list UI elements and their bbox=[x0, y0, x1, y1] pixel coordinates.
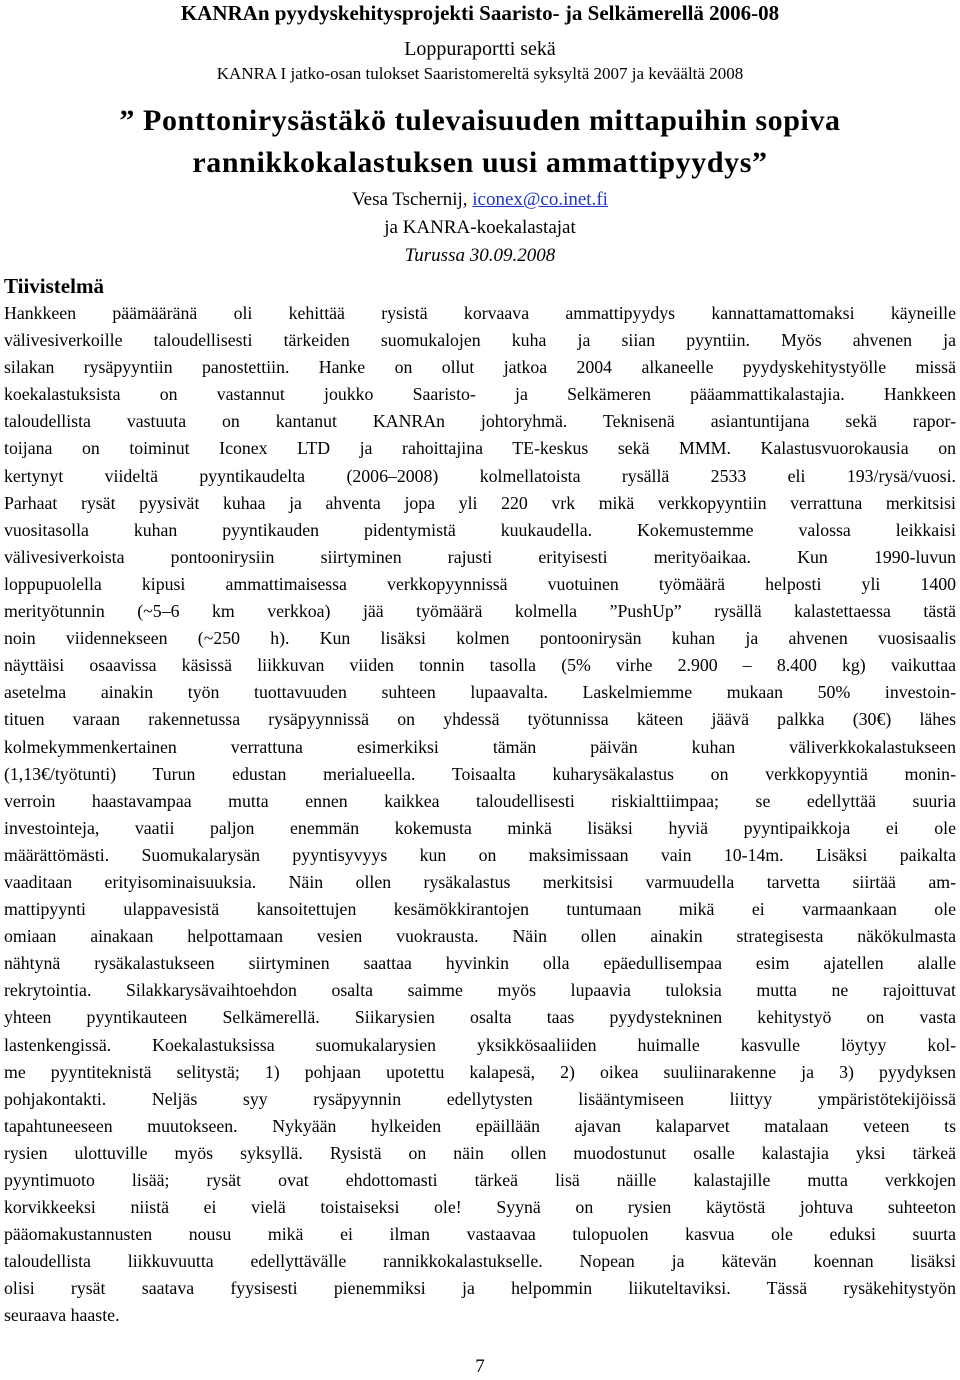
project-heading: KANRAn pyydyskehitysprojekti Saaristo- ja Selkämerellä 2006-08 bbox=[180, 1, 780, 25]
summary-paragraph bbox=[4, 300, 956, 1330]
summary-line: yhteen pyyntikauteen Selkämerellä. Siikarysien osalta taas pyydystekninen kehitystyö on vasta bbox=[4, 1007, 956, 1028]
summary-line: Parhaat rysät pyysivät kuhaa ja ahventa jopa yli 220 vrk mikä verkkopyyntiin verrattuna merkitsisi bbox=[4, 492, 956, 513]
summary-line: välivesiverkoista pontoonirysiin siirtyminen rajusti erityisesti merityöaikaa. Kun 1990-luvun bbox=[4, 546, 956, 567]
summary-line: merityötunnin (~5–6 km verkkoa) jää työmäärä kolmella ”PushUp” rysällä kalastettaessa tästä bbox=[4, 601, 956, 622]
page-number: 7 bbox=[475, 1356, 485, 1377]
summary-line: noin viidennekseen (~250 h). Kun lisäksi kolmen pontoonirysän kuhan ja ahvenen vuosisaalis bbox=[4, 628, 956, 649]
summary-line: lastenkengissä. Koekalastuksissa suomukalarysien yksikkösaaliiden huimalle kasvulle löytyy kol- bbox=[4, 1034, 956, 1055]
co-authors: ja KANRA-koekalastajat bbox=[384, 217, 576, 238]
summary-line: tapahtuneeseen muutokseen. Nykyään hylkeiden epäillään ajavan kalaparvet matalaan veteen ts bbox=[4, 1115, 956, 1136]
summary-line: seuraava haaste. bbox=[4, 1305, 120, 1326]
summary-line: rekrytointia. Silakkarysävaihtoehdon osalta saimme myös lupaavia tuloksia mutta ne rajoittuvat bbox=[4, 980, 956, 1001]
summary-line: määrättömästi. Suomukalarysän pyyntisyvyys kun on maksimissaan vain 10-14m. Lisäksi paikalta bbox=[4, 844, 956, 865]
summary-line: taloudellista liikkuvuutta edellyttävälle rannikkokalastukselle. Nopean ja kätevän koennan lisäksi bbox=[4, 1251, 956, 1272]
summary-line: nähtynä rysäkalastukseen siirtyminen saattaa hyvinkin olla epäedullisempaa esim ajatellen alalle bbox=[4, 953, 956, 974]
report-subtitle: KANRA I jatko-osan tulokset Saaristomereltä syksyltä 2007 ja keväältä 2008 bbox=[216, 64, 744, 83]
summary-line: taloudellista vastuuta on kantanut KANRAn johtoryhmä. Teknisenä asiantuntijana sekä rapor- bbox=[4, 411, 956, 432]
summary-line: omiaan ainakaan helpottamaan vesien vuokrausta. Näin ollen ainakin strategisesta näkökulmasta bbox=[4, 926, 956, 947]
summary-line: investointeja, vaatii paljon enemmän kokemusta minkä lisäksi hyviä pyyntipaikkoja ei ole bbox=[4, 817, 956, 838]
report-title-line-2: rannikkokalastuksen uusi ammattipyydys” bbox=[192, 146, 768, 179]
summary-line: me pyyntiteknistä selitystä; 1) pohjaan upotettu kalapesä, 2) oikea suuliinarakenne ja 3) pyydyksen bbox=[4, 1061, 956, 1082]
summary-line: (1,13€/työtunti) Turun edustan merialueella. Toisaalta kuharysäkalastus on verkkopyyntiä monin- bbox=[4, 763, 956, 784]
summary-line: pohjakontakti. Neljäs syy rysäpyynnin edellytysten lisääntymiseen liittyy ympäristötekijöissä bbox=[4, 1088, 956, 1109]
summary-line: välivesiverkoille taloudellisesti tärkeiden suomukalojen kuha ja siian pyyntiin. Myös ahvenen ja bbox=[4, 330, 956, 351]
summary-line: asetelma ainakin työn tuottavuuden suhteen lupaavalta. Laskelmiemme mukaan 50% investoin- bbox=[4, 682, 956, 703]
report-title bbox=[0, 100, 960, 184]
summary-line: vuositasolla kuhan pyyntikauden pidentymistä kuukaudella. Kokemustemme valossa leikkaisi bbox=[4, 519, 956, 540]
summary-line: tituen varaan rakennetussa rysäpyynnissä on yhdessä työtunnissa käteen jäävä palkka (30€) lähes bbox=[4, 709, 956, 730]
summary-line: toijana on toiminut Iconex LTD ja rahoittajina TE-keskus sekä MMM. Kalastusvuorokausia on bbox=[4, 438, 956, 459]
summary-line: korvikkeeksi niistä ei vielä toistaiseksi ole! Syynä on rysien käytöstä johtuva suhteeton bbox=[4, 1197, 956, 1218]
summary-line: rysien ulottuville myös syksyllä. Rysistä on näin ollen muodostunut osalle kalastajia yksi tärkeä bbox=[4, 1142, 956, 1163]
summary-line: mattipyynti ulappavesistä kansoitettujen kesämökkirantojen tuntumaan mikä ei varmaankaan ole bbox=[4, 899, 956, 920]
summary-line: loppupuolella kipusi ammattimaisessa verkkopyynnissä vuotuinen työmäärä helposti yli 1400 bbox=[4, 573, 956, 594]
summary-line: pääomakustannusten nousu mikä ei ilman vastaavaa tulopuolen kasvua ole eduksi suurta bbox=[4, 1224, 956, 1245]
summary-line: olisi rysät saatava fyysisesti pienemmiksi ja helpommin liikuteltaviksi. Tässä rysäkehitystyön bbox=[4, 1278, 956, 1299]
summary-line: pyyntimuoto lisää; rysät ovat ehdottomasti tärkeä lisä näille kalastajille mutta verkkojen bbox=[4, 1170, 956, 1190]
author-line bbox=[0, 187, 960, 213]
summary-line: kolmekymmenkertainen verrattuna esimerkiksi tämän päivän kuhan väliverkkokalastukseen bbox=[4, 736, 956, 757]
place-date: Turussa 30.09.2008 bbox=[404, 245, 556, 266]
report-kind: Loppuraportti sekä bbox=[404, 38, 556, 60]
summary-line: verroin haastavampaa mutta ennen kaikkea taloudellisesti riskialttiimpaa; se edellyttää suuria bbox=[4, 790, 956, 811]
summary-heading: Tiivistelmä bbox=[4, 274, 104, 298]
summary-line: koekalastuksista on vastannut joukko Saaristo- ja Selkämeren pääammattikalastajia. Hankkeen bbox=[4, 384, 956, 405]
summary-line: kertynyt viideltä pyyntikaudelta (2006–2008) kolmellatoista rysällä 2533 eli 193/rysä/vuosi. bbox=[4, 465, 956, 486]
author-email-link[interactable]: iconex@co.inet.fi bbox=[472, 189, 608, 210]
summary-line: vaaditaan erityisominaisuuksia. Näin ollen rysäkalastus merkitsisi varmuudella tarvetta siirtää am- bbox=[4, 871, 956, 892]
author-name: Vesa Tschernij, bbox=[352, 189, 473, 210]
report-title-line-1: ” Ponttonirysästäkö tulevaisuuden mittapuihin sopiva bbox=[119, 104, 841, 137]
summary-line: silakan rysäpyyntiin panostettiin. Hanke on ollut jatkoa 2004 alkaneelle pyydyskehitystyölle missä bbox=[4, 357, 956, 378]
summary-line: näyttäisi osaavissa käsissä liikkuvan viiden tonnin tasolla (5% virhe 2.900 – 8.400 kg) vaikuttaa bbox=[4, 655, 956, 676]
summary-line: Hankkeen päämääränä oli kehittää rysistä korvaava ammattipyydys kannattamattomaksi käyneille bbox=[4, 303, 956, 323]
